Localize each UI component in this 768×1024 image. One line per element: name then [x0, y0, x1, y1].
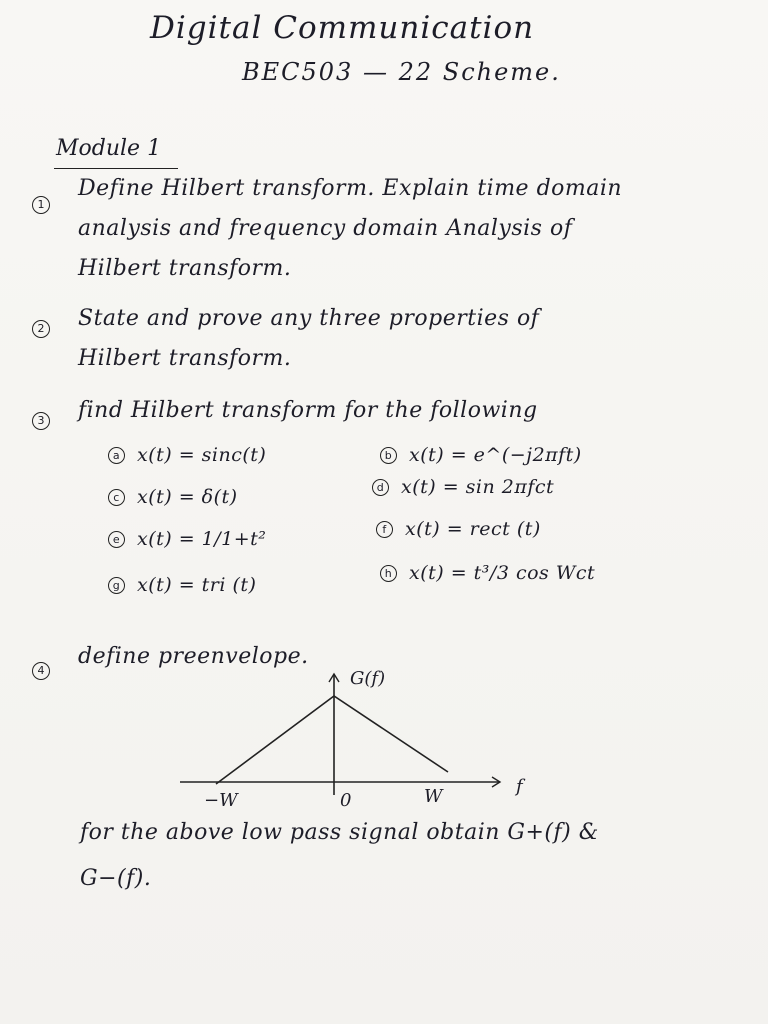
module-underline [54, 168, 178, 169]
question-2-line-1: State and prove any three properties of [78, 306, 540, 331]
part-tag: h [380, 565, 397, 582]
question-1-line-2: analysis and frequency domain Analysis of [78, 216, 573, 241]
question-3-part-f [376, 518, 541, 540]
module-heading: Module 1 [56, 136, 162, 161]
page-subtitle: BEC503 — 22 Scheme. [242, 58, 561, 86]
question-1-line-1: Define Hilbert transform. Explain time domain [78, 176, 623, 201]
question-number-3: 3 [32, 412, 50, 430]
part-expression: x(t) = sinc(t) [137, 444, 267, 466]
question-3-part-a [108, 444, 266, 466]
question-1-line-3: Hilbert transform. [78, 256, 292, 281]
part-tag: a [108, 447, 125, 464]
tick-w: W [424, 786, 443, 807]
g-of-f-label: G(f) [350, 668, 386, 689]
part-tag: d [372, 479, 389, 496]
question-3-part-c [108, 486, 238, 508]
part-expression: x(t) = rect (t) [405, 518, 541, 540]
part-tag: e [108, 531, 125, 548]
question-4-footer-line-2: G−(f). [80, 866, 152, 891]
question-3-part-h [380, 562, 595, 584]
triangle-spectrum [216, 696, 448, 784]
question-3-line-1: find Hilbert transform for the following [78, 398, 538, 423]
question-2-line-2: Hilbert transform. [78, 346, 292, 371]
part-tag: b [380, 447, 397, 464]
tick-zero: 0 [340, 790, 352, 811]
part-expression: x(t) = sin 2πfct [401, 476, 555, 498]
question-4-footer-line-1: for the above low pass signal obtain G+(f) & [80, 820, 599, 845]
tick-minus-w: −W [204, 790, 238, 811]
part-tag: f [376, 521, 393, 538]
part-tag: c [108, 489, 125, 506]
part-tag: g [108, 577, 125, 594]
question-3-part-e [108, 528, 266, 550]
part-expression: x(t) = 1/1+t² [137, 528, 267, 550]
part-expression: x(t) = tri (t) [137, 574, 257, 596]
question-number-2: 2 [32, 320, 50, 338]
question-3-part-d [372, 476, 554, 498]
question-number-4: 4 [32, 662, 50, 680]
f-axis-label: f [516, 776, 523, 797]
page-title: Digital Communication [150, 10, 535, 46]
question-4-line-1: define preenvelope. [78, 644, 309, 669]
part-expression: x(t) = e^(−j2πft) [409, 444, 582, 466]
part-expression: x(t) = t³/3 cos Wct [409, 562, 596, 584]
question-3-part-g [108, 574, 256, 596]
question-number-1: 1 [32, 196, 50, 214]
part-expression: x(t) = δ(t) [137, 486, 238, 508]
question-3-part-b [380, 444, 582, 466]
